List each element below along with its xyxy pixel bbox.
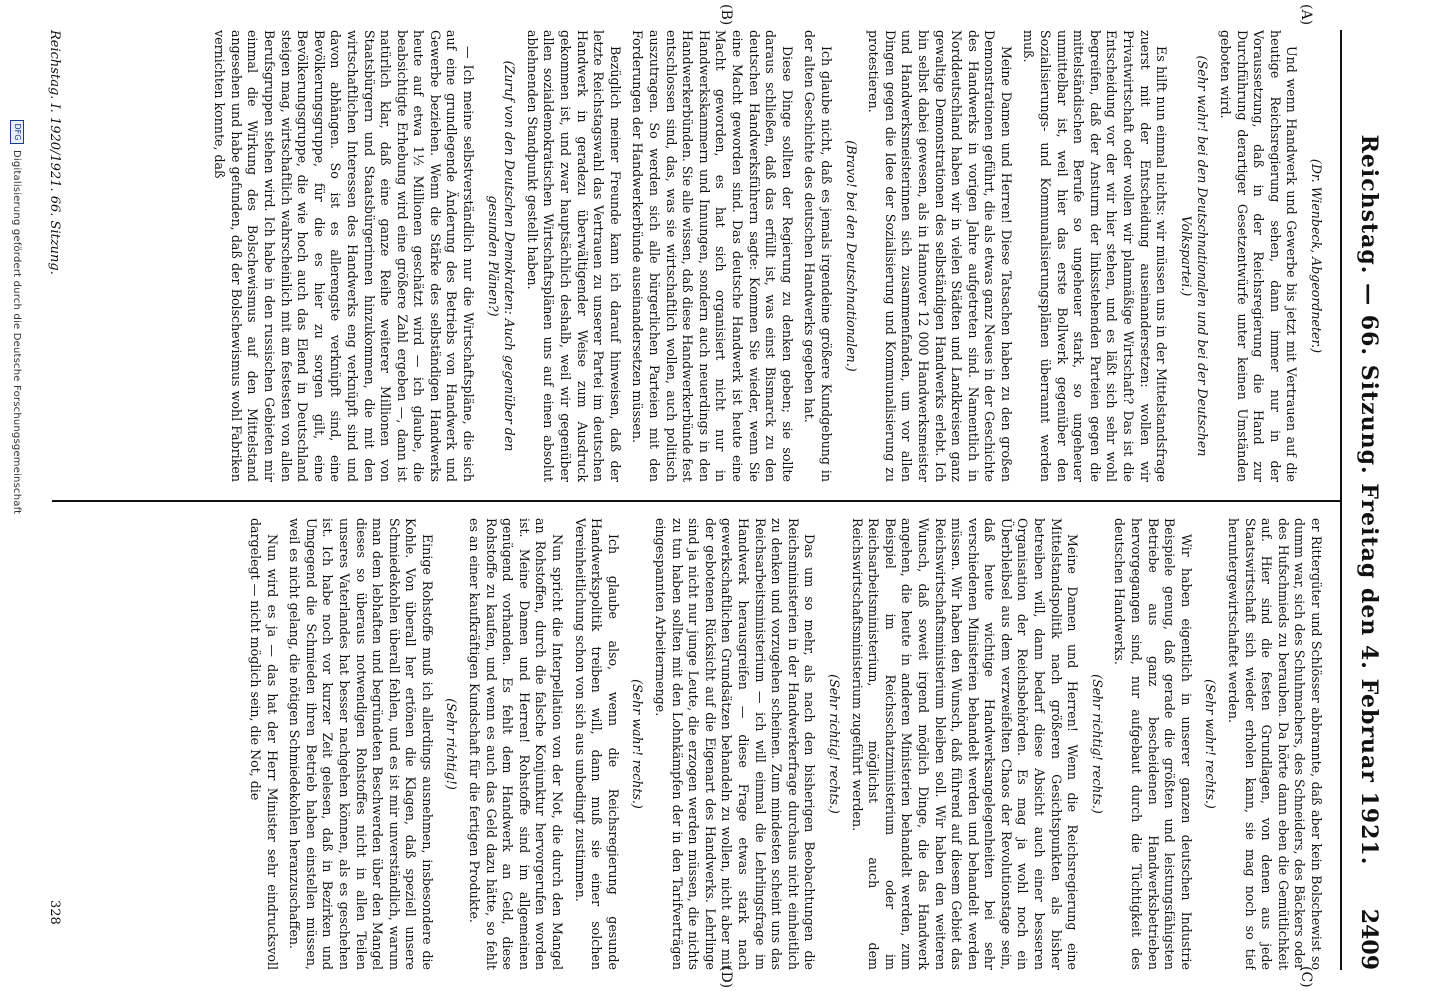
margin-mark-d: (D) bbox=[718, 966, 734, 989]
page-header bbox=[1340, 30, 1398, 970]
margin-mark-b: (B) bbox=[718, 4, 734, 26]
paragraph: Nun wird es ja — das hat der Herr Minister sehr eindrucksvoll dargelegt — nicht möglich sein, die Not, die bbox=[247, 518, 280, 970]
margin-mark-a: (A) bbox=[1298, 4, 1314, 26]
paragraph: Nun spricht die Interpellation von der Not, die durch den Mangel an Rohstoffen, durch die falsche Konjunktur hervorgerufen worden ist. Meine Damen und Herren! Rohstoffe sind im allgemeinen genügend vorhanden. Es fehlt dem Handwerk an Geld, diese Rohstoffe zu kaufen, und wenn es auch das Geld dazu hätte, so fehlt es an einer kaufkräftigen Kundschaft für die fertigen Produkte. bbox=[467, 518, 566, 970]
interjection: (Sehr wahr! bei den Deutschnationalen und bei der Deutschen Volkspartei.) bbox=[1178, 55, 1211, 457]
interjection: (Sehr wahr! rechts.) bbox=[1203, 679, 1219, 809]
paragraph: Bezüglich meiner Freunde kann ich darauf hinweisen, daß der letzte Reichstagswahl das Vertrauen zu unserer Partei im deutschen Handwerk in geradezu überwältigender Weise zum Ausdruck gekommen ist, und zwar hauptsächlich deshalb, weil wir gegenüber allen sozialdemokratischen Wirtschaftsplänen uns auf einen absolut ablehnenden Standpunkt gestellt haben. bbox=[524, 30, 623, 482]
paragraph: Und wenn Handwerk und Gewerbe bis jetzt mit Vertrauen auf die heutige Reichsregierung sehen, dann immer nur in der Voraussetzung, daß in der Reichsregierung die Hand zur Durchführung derartiger Gesetzentwürfe unter keinen Umständen geboten wird. bbox=[1218, 30, 1300, 482]
paragraph: Ich glaube also, wenn die Reichsregierung gesunde Handwerkspolitik treiben will, dann muß sie einer solchen Vereinheitlichung schon von sich aus unbedingt zustimmen. bbox=[572, 518, 621, 970]
margin-mark-c: (C) bbox=[1298, 966, 1314, 988]
interjection: (Sehr richtig! rechts.) bbox=[1089, 674, 1105, 814]
right-text-column bbox=[74, 518, 1324, 970]
interjection: (Sehr richtig! rechts.) bbox=[826, 674, 842, 814]
paragraph: Meine Damen und Herren! Diese Tatsachen haben zu den großen Demonstrationen geführt, die als etwas ganz Neues in der Geschichte des Handwerks in vorigen Jahre aufgetreten sind. Namentlich in Norddeutschland haben wir in vielen Städten und Landkreisen ganz gewaltige Demonstrationen des selbständigen Handwerks erlebt. Ich bin selbst dabei gewesen, als in Hannover 12 000 Handwerksmeister und Handwerksmeisterinnen sich zusammenfanden, um vor allen Dingen gegen die Idee der Sozialisierung und Kommunalisierung zu protestieren. bbox=[866, 30, 1014, 482]
page-number: 2409 bbox=[1356, 908, 1382, 970]
paragraph: Es hilft nun einmal nichts: wir müssen uns in der Mittelstandsfrage zuerst mit der Entscheidung auseinandersetzen: wollen wir Privatwirtschaft oder wollen wir planmäßige Wirtschaft? Das ist die Entscheidung vor der wir hier stehen, und es läßt sich sehr wohl begreifen, daß der Ansturm der linksstehenden Parteien gegen die mittelständischen Berufe so ungeheuer stark, so ungeheuer unmittelbar ist, weil hier das erste Bollwerk gegenüber den Sozialisierungs- und Kommunalisierungsplänen überrannt werden muß. bbox=[1021, 30, 1170, 482]
paragraph: Einige Rohstoffe muß ich allerdings ausnehmen, insbesondere die Kohle. Von überall her ertönen die Klagen, daß speziell unsere Schmiedekohlen überall fehlen, und es ist mir unverständlich, warum man dem lebhaften und begründeten Beschwerden über den Mangel dieses so überaus notwendigen Rohstoffes nicht in allen Teilen unseres Vaterlandes hat besser nachgehen können, als es geschehen ist. Ich habe noch vor kurzer Zeit gelesen, daß in Bezirken und Umgegend die Schmieden ihren Betrieb haben einstellen müssen, weil es nicht gelang, die nötigen Schmiedekohlen heranzuschaffen. bbox=[287, 518, 435, 970]
footer-sheet-number: 328 bbox=[47, 900, 62, 925]
footer-reference: Reichstag. I. 1920/1921. 66. Sitzung. bbox=[47, 30, 62, 275]
digitization-credit: Digitalisierung gefördert durch die Deutsche Forschungsgemeinschaft bbox=[11, 150, 22, 515]
interjection: (Bravo! bei den Deutschnationalen.) bbox=[843, 140, 859, 372]
paragraph: Das um so mehr, als nach den bisherigen Beobachtungen die Reichsministerien in der Handwerkerfrage durchaus nicht einheitlich zu denken und vorzugehen scheinen. Zum mindesten scheint uns das Reichsarbeitsministerium — ich will einmal die Lehrlingsfrage im Handwerk herausgreifen — diese Frage etwas stark nach gewerkschaftlichen Grundsätzen behandeln zu wollen, nicht aber mit der gebotenen Rücksicht auf die Eigenart des Handwerks. Lehrlinge sind ja nicht nur junge Leute, die erzogen werden müssen, die nichts zu tun haben sollten mit den Lohnkämpfen der in den Tarifverträgen eingespannten Arbeitermenge. bbox=[653, 518, 818, 970]
paragraph: Diese Dinge sollten der Regierung zu denken geben; sie sollte daraus schließen, daß das erfüllt ist, was einst Bismarck zu den deutschen Handwerksführern sagte: Kommen Sie wieder, wenn Sie eine Macht geworden sind. Das deutsche Handwerk ist heute eine Macht geworden, es hat sich organisiert nicht nur in Handwerkskammern und Innungen, sondern auch neuerdings in den Handwerkerbünden. Sie alle wissen, daß diese Handwerkerbünde fest entschlossen sind, das, was sie wirtschaftlich wollen, auch politisch auszutragen. So werden sich alle bürgerlichen Parteien mit den Forderungen der Handwerkerbünde auseinandersetzen müssen. bbox=[630, 30, 795, 482]
interjection: (Zuruf von den Deutschen Demokraten: Auch gegenüber den gesunden Plänen?) bbox=[485, 60, 518, 452]
paragraph: Ich glaube nicht, daß es jemals irgendeine größere Kundgebung in der alten Geschichte des deutschen Handwerks gegeben hat. bbox=[802, 30, 834, 482]
paragraph: — Ich meine selbstverständlich nur die Wirtschaftspläne, die sich auf eine grundlegende Änderung des Betriebs von Handwerk und Gewerbe beziehen. Wenn die Stärke des selbständigen Handwerks heute auf etwa 1½ Millionen geschätzt wird — ich glaube, die beabsichtigte Erhebung wird eine größere Zahl ergeben —, dann ist natürlich klar, daß eine ganze Reihe weiterer Millionen von Staatsbürgern und Staatsbürgerinnen hinzukommen, die mit den wirtschaftlichen Interessen des Handwerks eng verknüpft sind und davon abhängen. So ist es allerengste verknüpft sind, eine Bevölkerungsgruppe, für die es hier zu sorgen gilt, eine Bevölkerungsgruppe, die wie hoch auch das Elend in Deutschland steigen mag, wirtschaftlich wahrscheinlich mit am festesten von allen Berufsgruppen stehen wird. Ich habe in den russischen Gebieten mir einmal die Wirkung des Bolschewismus auf den Mittelstand angesehen und habe gefunden, daß der Bolschewismus wohl Fabriken vernichten konnte, daß bbox=[212, 30, 477, 482]
paragraph: er Rittergüter und Schlösser abbrannte, daß aber kein Bolschewist so dumm war, sich des Schuhmachers, des Schneiders, des Bäckers oder des Hufschmieds zu berauben. Da hörte dann eben die Gemütlichkeit auf. Hier sind die festen Grundlagen, von denen aus jede Staatswirtschaft sich wieder erholen kann, sie mag noch so tief heruntergewirtschaftet werden. bbox=[1226, 518, 1324, 970]
interjection: (Sehr richtig!) bbox=[444, 698, 460, 790]
paragraph: Meine Damen und Herren! Wenn die Reichsregierung eine Mittelstandspolitik nach größeren Gesichtspunkten als bisher betreiben will, dann bedarf diese Absicht auch einer besseren Organisation der Reichsbehörden. Es mag ja wohl noch ein Überbleibsel aus dem verzweifelten Chaos der Revolutionstage sein, daß heute wichtige Handwerksangelegenheiten bei sehr verschiedenen Ministerien behandelt werden und behandelt werden müssen. Wir haben den Wunsch, daß führend auf diesem Gebiet das Reichswirtschaftsministerium bleiben soll. Wir haben den weiteren Wunsch, daß soweit irgend möglich Dinge, die das Handwerk angehen, die heute in anderen Ministerien behandelt werden, zum Beispiel im Reichsschatzministerium oder im Reichsarbeitsministerium, möglichst auch dem Reichswirtschaftsministerium zugeführt werden. bbox=[849, 518, 1081, 970]
dfg-logo-icon: DFG bbox=[10, 120, 24, 144]
left-text-column bbox=[74, 30, 1324, 482]
header-title: Reichstag. — 66. Sitzung. Freitag den 4. Februar 1921. bbox=[1356, 134, 1382, 866]
interjection: (Sehr wahr! rechts.) bbox=[630, 679, 646, 809]
interjection: (Dr. Wienbeck, Abgeordneter.) bbox=[1309, 158, 1324, 354]
paragraph: Wir haben eigentlich in unserer ganzen deutschen Industrie Beispiele genug, daß gerade die größten und leistungsfähigsten Betriebe aus ganz bescheidenen Handwerksbetrieben hervorgegangen sind, nur aufgebaut durch die Tüchtigkeit des deutschen Handwerks. bbox=[1112, 518, 1194, 970]
column-divider bbox=[52, 500, 1342, 502]
